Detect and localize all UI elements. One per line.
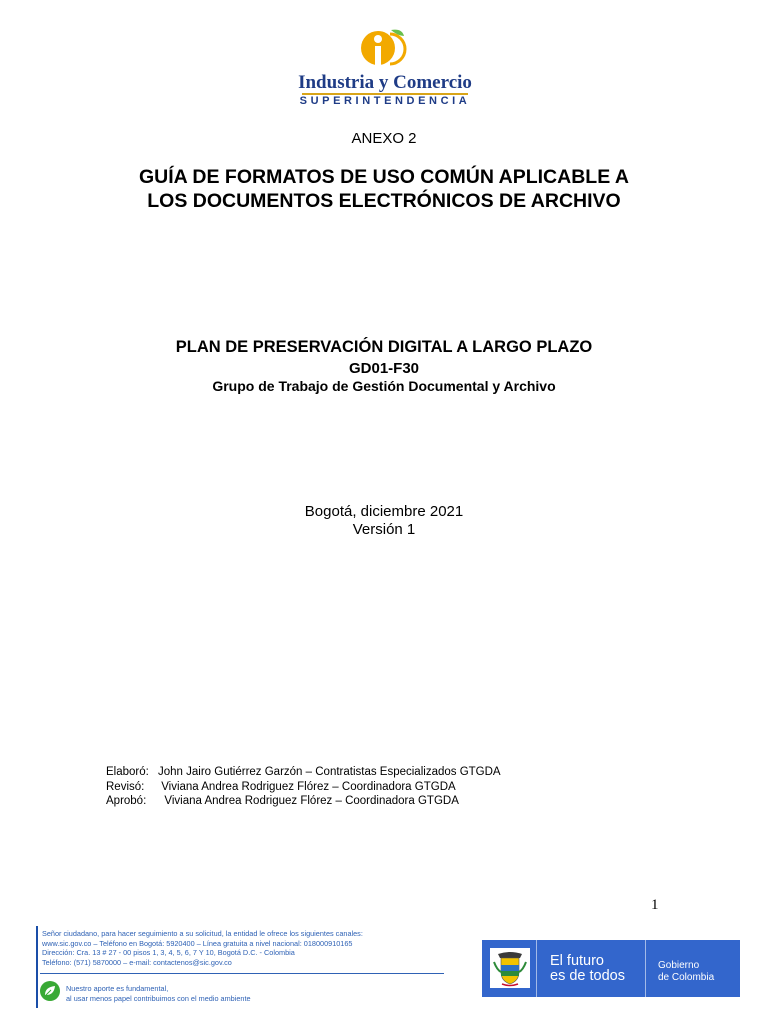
credit-person: John Jairo Gutiérrez Garzón – Contratistas Especializados GTGDA <box>158 766 501 778</box>
gov-name-line: de Colombia <box>658 972 715 983</box>
credit-row-approved <box>106 794 501 809</box>
gov-slogan-line: es de todos <box>550 968 625 984</box>
banner-divider <box>536 940 537 997</box>
footer-line: Señor ciudadano, para hacer seguimiento a su solicitud, la entidad le ofrece los siguientes canales: <box>42 929 363 938</box>
sic-logo <box>280 24 490 114</box>
gov-slogan <box>550 954 625 984</box>
document-title <box>0 165 768 213</box>
page-number: 1 <box>651 897 659 913</box>
sic-logo-icon <box>358 24 408 74</box>
credit-person: Viviana Andrea Rodriguez Flórez – Coordinadora GTGDA <box>158 780 456 793</box>
footer-contact-text <box>42 929 363 967</box>
eco-line: al usar menos papel contribuimos con el medio ambiente <box>66 993 251 1003</box>
annex-label: ANEXO 2 <box>351 130 417 147</box>
plan-title: PLAN DE PRESERVACIÓN DIGITAL A LARGO PLAZO <box>175 338 593 356</box>
working-group: Grupo de Trabajo de Gestión Documental y Archivo <box>212 378 556 394</box>
colombia-coat-of-arms-icon <box>490 948 530 988</box>
credit-row-reviewed <box>106 780 501 795</box>
gov-name <box>658 960 714 984</box>
footer-line: Teléfono: (571) 5870000 – e-mail: contactenos@sic.gov.co <box>42 957 232 967</box>
footer-line: Dirección: Cra. 13 # 27 - 00 pisos 1, 3, 4, 5, 6, 7 Y 10, Bogotá D.C. - Colombia <box>42 948 295 958</box>
logo-name: Industria y Comercio <box>298 72 472 93</box>
version: Versión 1 <box>352 521 416 538</box>
eco-message <box>66 984 251 1003</box>
gobierno-banner <box>482 940 740 997</box>
title-line-1: GUÍA DE FORMATOS DE USO COMÚN APLICABLE A <box>138 166 630 188</box>
banner-divider <box>645 940 646 997</box>
leaf-icon <box>40 981 60 1001</box>
credit-row-prepared <box>106 765 501 780</box>
place-date: Bogotá, diciembre 2021 <box>304 503 464 520</box>
footer-accent-bar <box>36 926 38 1008</box>
credit-person: Viviana Andrea Rodriguez Flórez – Coordinadora GTGDA <box>158 795 459 807</box>
gov-name-line: Gobierno <box>658 960 700 971</box>
credits-block <box>106 765 501 809</box>
gov-slogan-line: El futuro <box>550 953 604 969</box>
document-code: GD01-F30 <box>348 360 420 377</box>
title-line-2: LOS DOCUMENTOS ELECTRÓNICOS DE ARCHIVO <box>147 190 621 212</box>
eco-line: Nuestro aporte es fundamental, <box>66 984 169 993</box>
credit-role: Revisó: <box>106 780 145 793</box>
footer-divider <box>40 973 444 974</box>
footer-line: www.sic.gov.co – Teléfono en Bogotá: 5920400 – Línea gratuita a nivel nacional: 018000910165 <box>42 938 353 948</box>
credit-role: Elaboró: <box>106 766 149 778</box>
logo-subtitle: SUPERINTENDENCIA <box>299 95 471 107</box>
credit-role: Aprobó: <box>106 795 147 807</box>
